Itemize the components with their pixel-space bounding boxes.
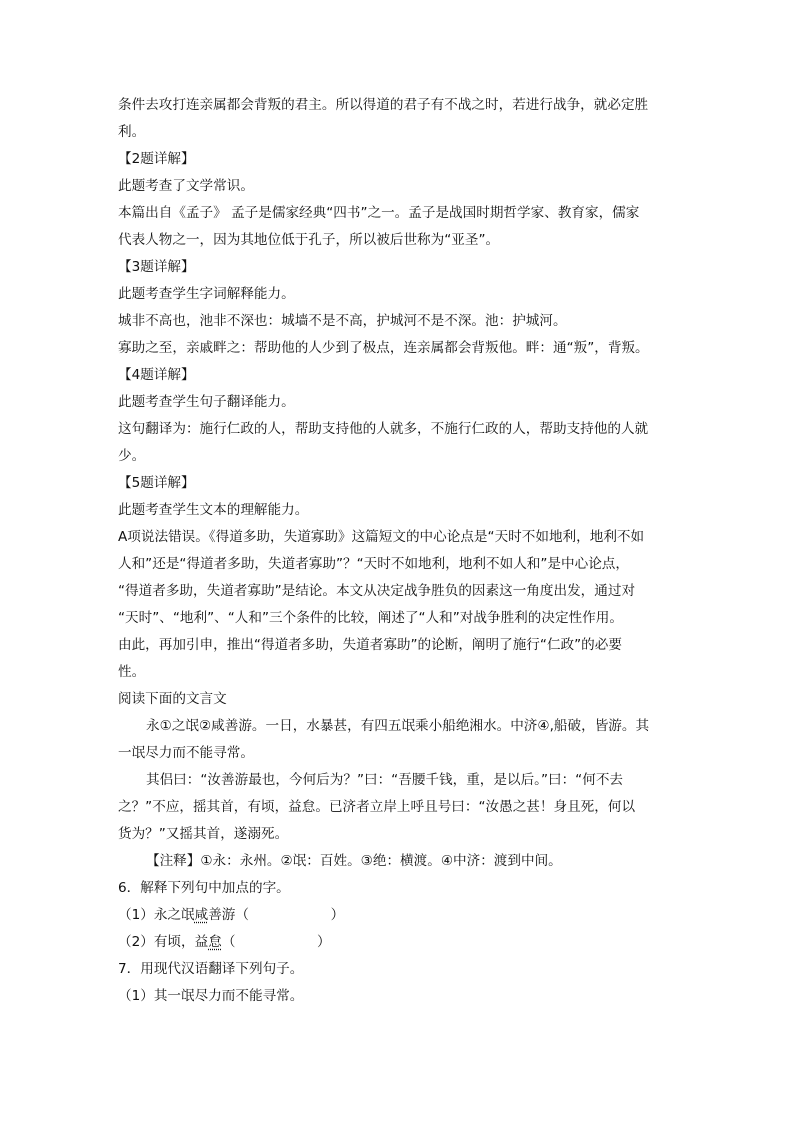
question-7-item-1: （1）其一氓尽力而不能寻常。	[118, 988, 304, 1004]
question-6-item-1	[118, 902, 688, 929]
paragraph-line: 此题考查了文学常识。	[118, 178, 254, 194]
paragraph-line: 寡助之至，亲戚畔之：帮助他的人少到了极点，连亲属都会背叛他。畔：通“叛”，背叛。	[118, 340, 649, 356]
paragraph-line: 由此，再加引申，推出“得道者多助，失道者寡助”的论断，阐明了施行“仁政”的必要	[118, 637, 622, 653]
classical-text-line: 一氓尽力而不能寻常。	[118, 745, 254, 761]
question-6: 6．解释下列句中加点的字。	[118, 880, 290, 896]
item-text: ）	[316, 934, 331, 950]
paragraph-line: 利。	[118, 124, 146, 140]
reading-instruction: 阅读下面的文言文	[118, 691, 227, 707]
item-text: （2）有顷，益	[118, 934, 209, 950]
paragraph-line: 代表人物之一，因为其地位低于孔子，所以被后世称为“亚圣”。	[118, 232, 500, 248]
section-heading: 【2题详解】	[118, 151, 195, 167]
paragraph-line: 这句翻译为：施行仁政的人，帮助支持他的人就多，不施行仁政的人，帮助支持他的人就	[118, 421, 649, 437]
question-6-item-2	[118, 929, 688, 956]
paragraph-line: 性。	[118, 664, 146, 680]
paragraph-line: 此题考查学生句子翻译能力。	[118, 394, 295, 410]
answer-blank[interactable]	[249, 907, 331, 923]
section-heading: 【5题详解】	[118, 475, 195, 491]
paragraph-line: 人和”还是“得道者多助，失道者寡助”？“天时不如地利，地利不如人和”是中心论点，	[118, 556, 629, 572]
classical-text-line: 永①之氓②咸善游。一日，水暴甚，有四五氓乘小船绝湘水。中济④,船破，皆游。其	[146, 718, 650, 734]
dotted-character: 怠	[208, 934, 222, 950]
item-text: （1）永之氓	[118, 907, 195, 923]
classical-text-line: 其侣曰：“汝善游最也，今何后为？”曰：“吾腰千钱，重，是以后。”曰：“何不去	[146, 772, 624, 788]
document-body	[118, 92, 688, 1010]
annotation-line: 【注释】①永：永州。②氓：百姓。③绝：横渡。④中济：渡到中间。	[146, 853, 562, 869]
classical-text-line: 货为？”又摇其首，遂溺死。	[118, 826, 289, 842]
paragraph-line: 城非不高也，池非不深也：城墙不是不高，护城河不是不深。池：护城河。	[118, 313, 567, 329]
paragraph-line: “得道者多助，失道者寡助”是结论。本文从决定战争胜负的因素这一角度出发，通过对	[118, 583, 636, 599]
paragraph-line: 此题考查学生字词解释能力。	[118, 286, 295, 302]
item-text: ）	[330, 907, 345, 923]
item-text: 善游（	[208, 907, 249, 923]
item-text: （	[221, 934, 236, 950]
paragraph-line: 此题考查学生文本的理解能力。	[118, 502, 309, 518]
classical-text-line: 之？”不应，摇其首，有顷，益怠。已济者立岸上呼且号曰：“汝愚之甚！身且死，何以	[118, 799, 636, 815]
dotted-character: 咸	[194, 907, 209, 923]
section-heading: 【4题详解】	[118, 367, 195, 383]
answer-blank[interactable]	[235, 934, 317, 950]
question-7: 7．用现代汉语翻译下列句子。	[118, 961, 304, 977]
paragraph-line: 条件去攻打连亲属都会背叛的君主。所以得道的君子有不战之时，若进行战争，就必定胜	[118, 97, 649, 113]
paragraph-line: 少。	[118, 448, 146, 464]
section-heading: 【3题详解】	[118, 259, 195, 275]
paragraph-line: A项说法错误。《得道多助，失道寡助》这篇短文的中心论点是“天时不如地利，地利不如	[118, 529, 645, 545]
paragraph-line: “天时”、“地利”、“人和”三个条件的比较，阐述了“人和”对战争胜利的决定性作用。	[118, 610, 623, 626]
paragraph-line: 本篇出自《孟子》 孟子是儒家经典“四书”之一。孟子是战国时期哲学家、教育家，儒家	[118, 205, 640, 221]
